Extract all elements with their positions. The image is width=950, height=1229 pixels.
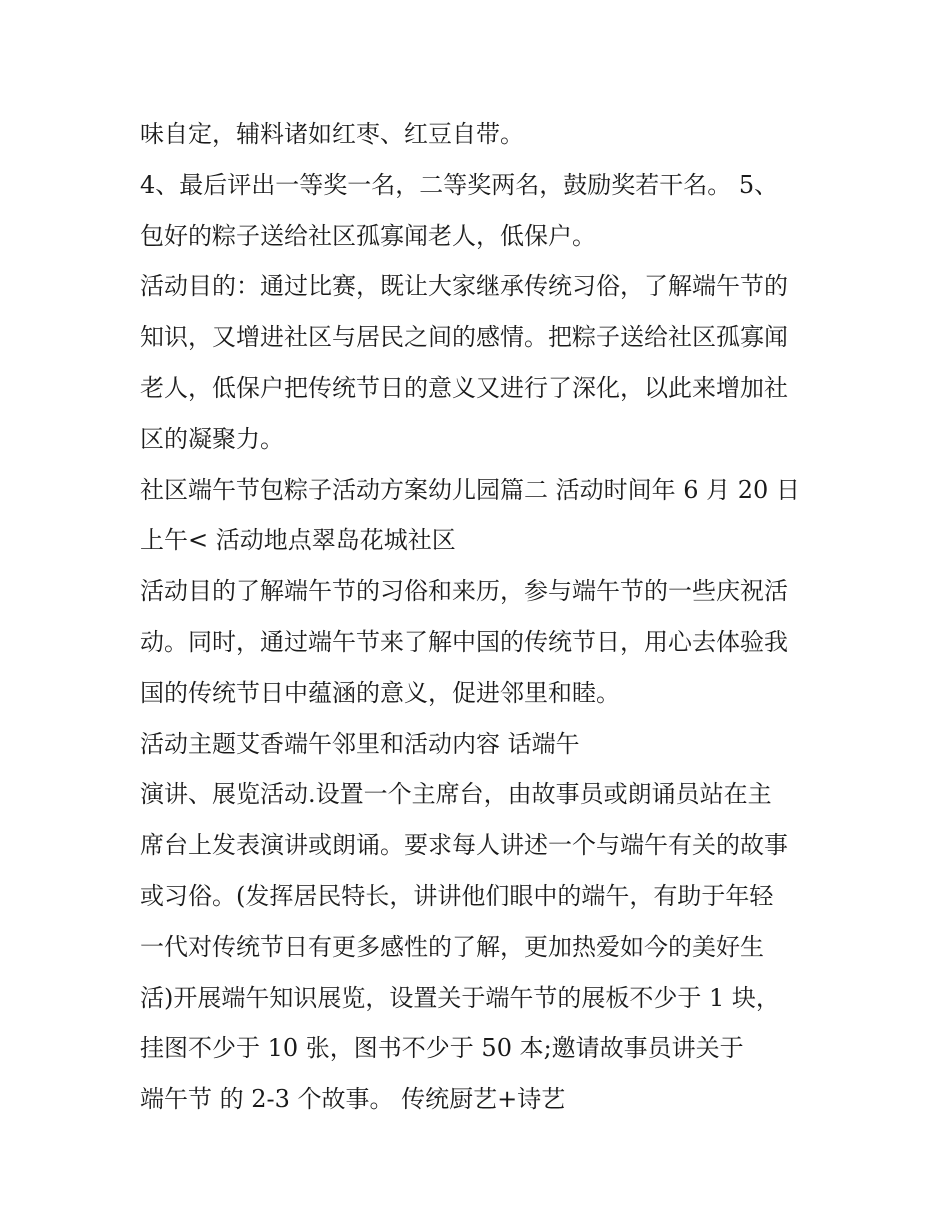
text-line: 演讲、展览活动.设置一个主席台，由故事员或朗诵员站在主 [140,780,772,809]
text-line: 味自定，辅料诸如红枣、红豆自带。 [140,120,524,148]
text-line: 上午< 活动地点翠岛花城社区 [140,526,456,555]
text-line: 席台上发表演讲或朗诵。要求每人讲述一个与端午有关的故事 [140,831,788,860]
text-line: 区的凝聚力。 [140,424,284,453]
text-line: 4、最后评出一等奖一名，二等奖两名，鼓励奖若干名。 5、 [140,170,779,199]
text-line: 包好的粽子送给社区孤寡闻老人，低保户。 [140,221,596,250]
text-line: 活)开展端午知识展览，设置关于端午节的展板不少于 1 块， [140,983,780,1012]
text-line: 老人，低保户把传统节日的意义又进行了深化，以此来增加社 [140,373,788,402]
text-line: 活动目的了解端午节的习俗和来历，参与端午节的一些庆祝活 [140,577,788,606]
text-line: 或习俗。(发挥居民特长，讲讲他们眼中的端午，有助于年轻 [140,881,774,910]
text-line: 国的传统节日中蕴涵的意义，促进邻里和睦。 [140,678,620,707]
text-line: 一代对传统节日有更多感性的了解，更加热爱如今的美好生 [140,932,764,961]
text-line: 活动目的：通过比赛，既让大家继承传统习俗，了解端午节的 [140,272,788,301]
text-line: 知识，又增进社区与居民之间的感情。把粽子送给社区孤寡闻 [140,323,788,352]
text-line: 社区端午节包粽子活动方案幼儿园篇二 活动时间年 6 月 20 日 [140,475,800,504]
text-line: 挂图不少于 10 张，图书不少于 50 本;邀请故事员讲关于 [140,1034,744,1063]
text-line: 动。同时，通过端午节来了解中国的传统节日，用心去体验我 [140,627,788,656]
text-line: 端午节 的 2-3 个故事。 传统厨艺+诗艺 [140,1085,566,1114]
text-line: 活动主题艾香端午邻里和活动内容 话端午 [140,729,580,758]
document-body [140,109,820,1125]
